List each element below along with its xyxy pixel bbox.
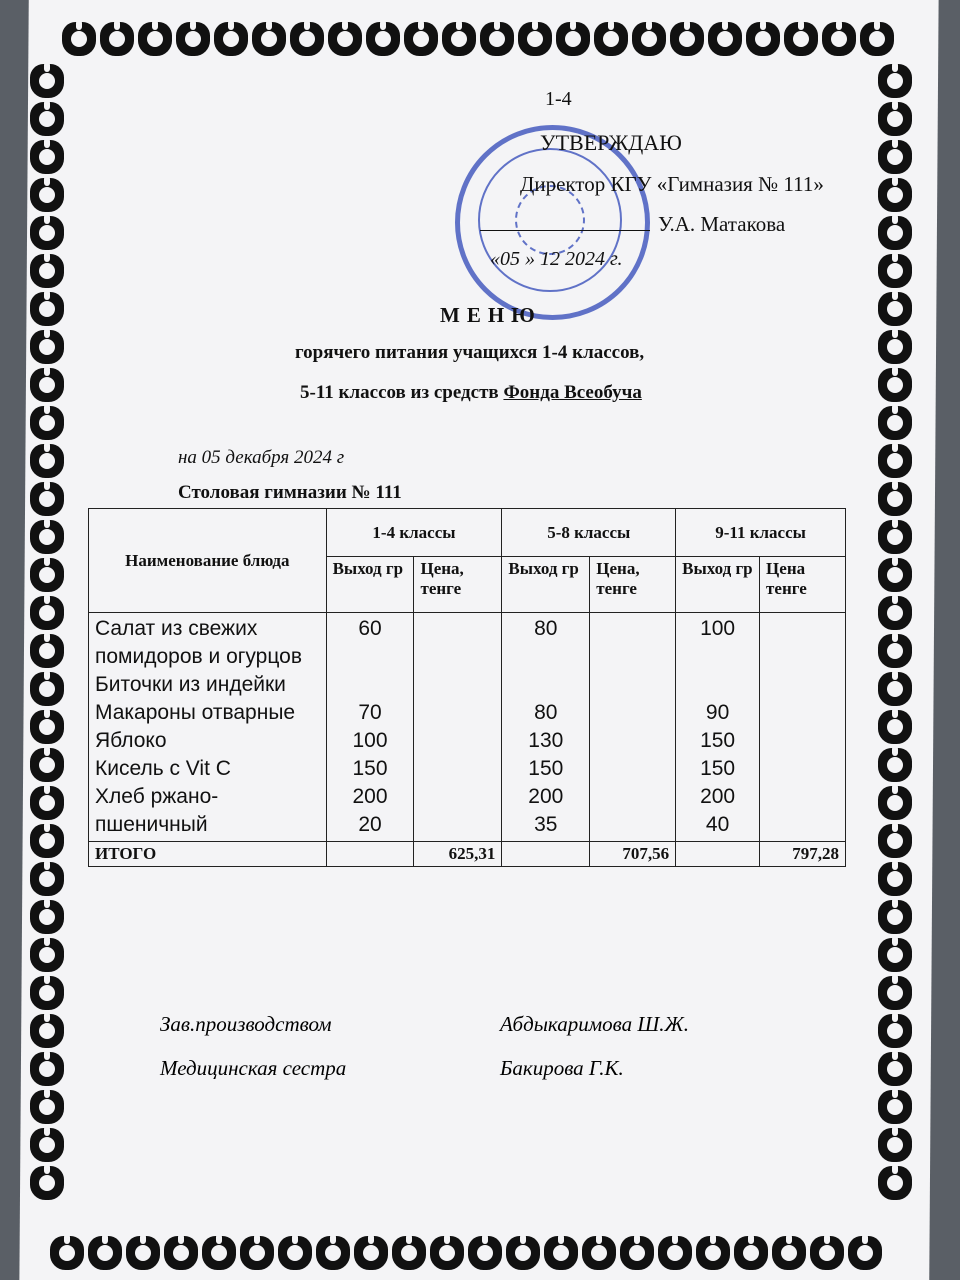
ornament-icon bbox=[878, 178, 912, 212]
dish-name-text: Биточки из индейки bbox=[95, 673, 286, 696]
yield-value: 80 bbox=[534, 617, 558, 640]
signature-name: Бакирова Г.К. bbox=[500, 1056, 624, 1080]
yield-value: 200 bbox=[352, 785, 388, 808]
ornament-icon bbox=[878, 596, 912, 630]
yield-value: 100 bbox=[352, 729, 388, 752]
ornament-icon bbox=[30, 406, 64, 440]
ornament-icon bbox=[878, 64, 912, 98]
ornament-icon bbox=[878, 1052, 912, 1086]
dish-name bbox=[89, 613, 327, 842]
yield-value: 150 bbox=[352, 757, 388, 780]
signature-underline bbox=[480, 230, 650, 231]
total-price: 625,31 bbox=[414, 842, 502, 867]
ornament-icon bbox=[878, 558, 912, 592]
ornament-icon bbox=[30, 216, 64, 250]
ornament-icon bbox=[670, 22, 704, 56]
ornament-icon bbox=[784, 22, 818, 56]
ornament-border-left bbox=[30, 64, 64, 1200]
yield-value: 130 bbox=[528, 729, 564, 752]
dish-column-header: Наименование блюда bbox=[89, 509, 327, 613]
ornament-icon bbox=[252, 22, 286, 56]
signature-name: Абдыкаримова Ш.Ж. bbox=[500, 1012, 689, 1036]
ornament-icon bbox=[556, 22, 590, 56]
menu-subtitle-2 bbox=[300, 382, 642, 404]
ornament-icon bbox=[878, 938, 912, 972]
yield-value: 60 bbox=[358, 617, 382, 640]
ornament-icon bbox=[290, 22, 324, 56]
empty-cell bbox=[676, 842, 760, 867]
yield-cell bbox=[326, 613, 414, 842]
price-cell bbox=[414, 613, 502, 842]
subtitle-prefix: 5-11 классов из средств bbox=[300, 382, 504, 403]
ornament-icon bbox=[30, 254, 64, 288]
ornament-icon bbox=[202, 1236, 236, 1270]
ornament-icon bbox=[810, 1236, 844, 1270]
yield-value: 35 bbox=[534, 813, 558, 836]
ornament-icon bbox=[878, 330, 912, 364]
ornament-icon bbox=[404, 22, 438, 56]
yield-value: 70 bbox=[358, 701, 382, 724]
menu-title: МЕНЮ bbox=[440, 303, 542, 327]
ornament-icon bbox=[138, 22, 172, 56]
menu-subtitle-1: горячего питания учащихся 1-4 классов, bbox=[295, 342, 645, 363]
group-header: 9-11 классы bbox=[676, 509, 846, 557]
dish-name-text: Салат из свежих помидоров и огурцов bbox=[95, 617, 302, 668]
ornament-icon bbox=[878, 520, 912, 554]
group-header: 1-4 классы bbox=[326, 509, 502, 557]
ornament-icon bbox=[734, 1236, 768, 1270]
ornament-icon bbox=[30, 1014, 64, 1048]
dish-name-text: Яблоко bbox=[95, 729, 167, 752]
ornament-icon bbox=[30, 634, 64, 668]
ornament-icon bbox=[878, 710, 912, 744]
ornament-icon bbox=[30, 178, 64, 212]
approval-heading: УТВЕРЖДАЮ bbox=[540, 130, 682, 155]
price-cell bbox=[760, 613, 846, 842]
yield-value: 200 bbox=[700, 785, 736, 808]
dish-name-text: Кисель с Vit C bbox=[95, 757, 231, 780]
sub-header: Выход гр bbox=[502, 557, 590, 613]
ornament-icon bbox=[30, 520, 64, 554]
ornament-icon bbox=[30, 786, 64, 820]
ornament-icon bbox=[878, 900, 912, 934]
director-signature-line bbox=[480, 212, 785, 237]
ornament-icon bbox=[878, 786, 912, 820]
ornament-icon bbox=[878, 672, 912, 706]
ornament-icon bbox=[468, 1236, 502, 1270]
director-title: Директор КГУ «Гимназия № 111» bbox=[520, 172, 824, 196]
ornament-icon bbox=[30, 672, 64, 706]
empty-cell bbox=[326, 842, 414, 867]
ornament-icon bbox=[878, 1090, 912, 1124]
sub-header: Цена тенге bbox=[760, 557, 846, 613]
ornament-icon bbox=[878, 824, 912, 858]
ornament-icon bbox=[62, 22, 96, 56]
sub-header: Выход гр bbox=[326, 557, 414, 613]
ornament-icon bbox=[594, 22, 628, 56]
ornament-icon bbox=[354, 1236, 388, 1270]
total-label: ИТОГО bbox=[89, 842, 327, 867]
ornament-icon bbox=[30, 1166, 64, 1200]
ornament-icon bbox=[240, 1236, 274, 1270]
ornament-icon bbox=[30, 976, 64, 1010]
ornament-icon bbox=[214, 22, 248, 56]
ornament-icon bbox=[480, 22, 514, 56]
ornament-icon bbox=[30, 710, 64, 744]
ornament-icon bbox=[30, 140, 64, 174]
ornament-icon bbox=[544, 1236, 578, 1270]
ornament-icon bbox=[30, 102, 64, 136]
canteen-name: Столовая гимназии № 111 bbox=[178, 482, 402, 503]
yield-value: 150 bbox=[528, 757, 564, 780]
ornament-icon bbox=[878, 140, 912, 174]
yield-value: 80 bbox=[534, 701, 558, 724]
ornament-icon bbox=[878, 216, 912, 250]
approval-date: «05 » 12 2024 г. bbox=[490, 248, 623, 270]
yield-value: 90 bbox=[705, 701, 730, 724]
yield-value: 100 bbox=[700, 617, 736, 640]
yield-value: 20 bbox=[358, 813, 382, 836]
dish-name-text: Хлеб ржано-пшеничный bbox=[95, 785, 219, 836]
ornament-border-bottom bbox=[50, 1236, 882, 1270]
ornament-icon bbox=[878, 862, 912, 896]
ornament-icon bbox=[582, 1236, 616, 1270]
ornament-icon bbox=[328, 22, 362, 56]
ornament-icon bbox=[878, 254, 912, 288]
ornament-icon bbox=[30, 292, 64, 326]
ornament-icon bbox=[50, 1236, 84, 1270]
ornament-icon bbox=[278, 1236, 312, 1270]
ornament-icon bbox=[878, 406, 912, 440]
yield-value: 150 bbox=[700, 729, 736, 752]
ornament-icon bbox=[88, 1236, 122, 1270]
dish-name-text: Макароны отварные bbox=[95, 701, 296, 724]
signature-role: Зав.производством bbox=[160, 1012, 332, 1036]
ornament-icon bbox=[746, 22, 780, 56]
group-header: 5-8 классы bbox=[502, 509, 676, 557]
ornament-icon bbox=[878, 444, 912, 478]
total-price: 797,28 bbox=[760, 842, 846, 867]
ornament-icon bbox=[430, 1236, 464, 1270]
yield-value: 150 bbox=[700, 757, 736, 780]
yield-value: 40 bbox=[705, 813, 730, 836]
yield-value: 200 bbox=[528, 785, 564, 808]
ornament-icon bbox=[176, 22, 210, 56]
table-row bbox=[89, 613, 846, 842]
ornament-icon bbox=[30, 1090, 64, 1124]
ornament-icon bbox=[878, 102, 912, 136]
ornament-icon bbox=[848, 1236, 882, 1270]
ornament-icon bbox=[366, 22, 400, 56]
page-number: 1-4 bbox=[545, 88, 572, 110]
fund-name: Фонда Всеобуча bbox=[503, 382, 642, 403]
ornament-icon bbox=[126, 1236, 160, 1270]
ornament-icon bbox=[442, 22, 476, 56]
ornament-icon bbox=[658, 1236, 692, 1270]
ornament-icon bbox=[30, 368, 64, 402]
ornament-icon bbox=[30, 862, 64, 896]
ornament-icon bbox=[100, 22, 134, 56]
menu-table bbox=[88, 508, 846, 867]
ornament-icon bbox=[30, 900, 64, 934]
ornament-icon bbox=[30, 64, 64, 98]
ornament-icon bbox=[878, 748, 912, 782]
signature-role: Медицинская сестра bbox=[160, 1056, 347, 1080]
ornament-icon bbox=[878, 1128, 912, 1162]
total-price: 707,56 bbox=[590, 842, 676, 867]
ornament-icon bbox=[164, 1236, 198, 1270]
ornament-icon bbox=[316, 1236, 350, 1270]
ornament-icon bbox=[878, 292, 912, 326]
ornament-icon bbox=[696, 1236, 730, 1270]
ornament-icon bbox=[772, 1236, 806, 1270]
ornament-icon bbox=[30, 558, 64, 592]
ornament-icon bbox=[30, 330, 64, 364]
ornament-border-right bbox=[878, 64, 912, 1200]
ornament-icon bbox=[30, 596, 64, 630]
ornament-icon bbox=[30, 824, 64, 858]
ornament-icon bbox=[30, 938, 64, 972]
price-cell bbox=[590, 613, 676, 842]
sub-header: Выход гр bbox=[676, 557, 760, 613]
ornament-icon bbox=[878, 634, 912, 668]
menu-date: на 05 декабря 2024 г bbox=[178, 447, 345, 468]
sub-header: Цена, тенге bbox=[414, 557, 502, 613]
ornament-icon bbox=[518, 22, 552, 56]
yield-cell bbox=[676, 613, 760, 842]
ornament-icon bbox=[878, 1014, 912, 1048]
ornament-icon bbox=[860, 22, 894, 56]
ornament-icon bbox=[392, 1236, 426, 1270]
ornament-border-top bbox=[62, 22, 894, 56]
ornament-icon bbox=[878, 1166, 912, 1200]
ornament-icon bbox=[822, 22, 856, 56]
ornament-icon bbox=[30, 482, 64, 516]
ornament-icon bbox=[30, 1052, 64, 1086]
ornament-icon bbox=[708, 22, 742, 56]
ornament-icon bbox=[30, 444, 64, 478]
ornament-icon bbox=[620, 1236, 654, 1270]
ornament-icon bbox=[30, 748, 64, 782]
ornament-icon bbox=[632, 22, 666, 56]
empty-cell bbox=[502, 842, 590, 867]
signatory-name: У.А. Матакова bbox=[658, 212, 786, 236]
ornament-icon bbox=[878, 976, 912, 1010]
yield-cell bbox=[502, 613, 590, 842]
ornament-icon bbox=[506, 1236, 540, 1270]
total-row bbox=[89, 842, 846, 867]
sub-header: Цена, тенге bbox=[590, 557, 676, 613]
ornament-icon bbox=[878, 482, 912, 516]
ornament-icon bbox=[878, 368, 912, 402]
ornament-icon bbox=[30, 1128, 64, 1162]
